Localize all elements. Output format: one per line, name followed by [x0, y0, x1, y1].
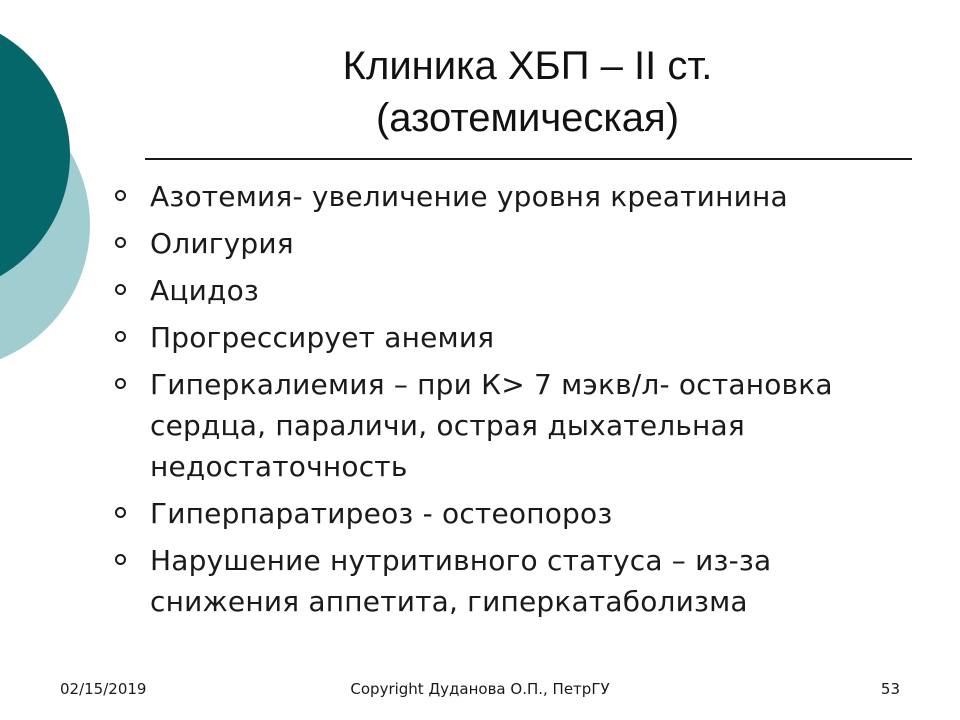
- hollow-circle-bullet-icon: [115, 284, 126, 295]
- bullet-list: [112, 176, 912, 628]
- bullet-text: Прогрессирует анемия: [150, 321, 495, 354]
- footer-copyright: Copyright Дуданова О.П., ПетрГУ: [350, 680, 610, 698]
- title-underline: [145, 158, 912, 160]
- hollow-circle-bullet-icon: [115, 237, 126, 248]
- bullet-text: Азотемия- увеличение уровня креатинина: [150, 180, 788, 213]
- bullet-text: Ацидоз: [150, 274, 259, 307]
- hollow-circle-bullet-icon: [115, 554, 126, 565]
- bullet-item: [112, 493, 912, 534]
- bullet-item: [112, 176, 912, 217]
- footer-date: 02/15/2019: [60, 680, 147, 698]
- hollow-circle-bullet-icon: [115, 507, 126, 518]
- bullet-item: [112, 540, 912, 622]
- hollow-circle-bullet-icon: [115, 331, 126, 342]
- slide-title-line-1: Клиника ХБП – II ст.: [342, 44, 713, 88]
- bullet-text: Нарушение нутритивного статуса – из-за снижения аппетита, гиперкатаболизма: [150, 544, 772, 618]
- hollow-circle-bullet-icon: [115, 378, 126, 389]
- bullet-text: Олигурия: [150, 227, 294, 260]
- bullet-text: Гиперпаратиреоз - остеопороз: [150, 497, 613, 530]
- bullet-item: [112, 270, 912, 311]
- bullet-item: [112, 364, 912, 487]
- page-number: 53: [880, 680, 900, 698]
- bullet-item: [112, 317, 912, 358]
- slide-title: [145, 40, 910, 144]
- hollow-circle-bullet-icon: [115, 190, 126, 201]
- bullet-text: Гиперкалиемия – при К> 7 мэкв/л- остановка сердца, параличи, острая дыхательная недостаточность: [150, 368, 833, 483]
- slide-title-line-2: (азотемическая): [375, 96, 680, 140]
- bullet-item: [112, 223, 912, 264]
